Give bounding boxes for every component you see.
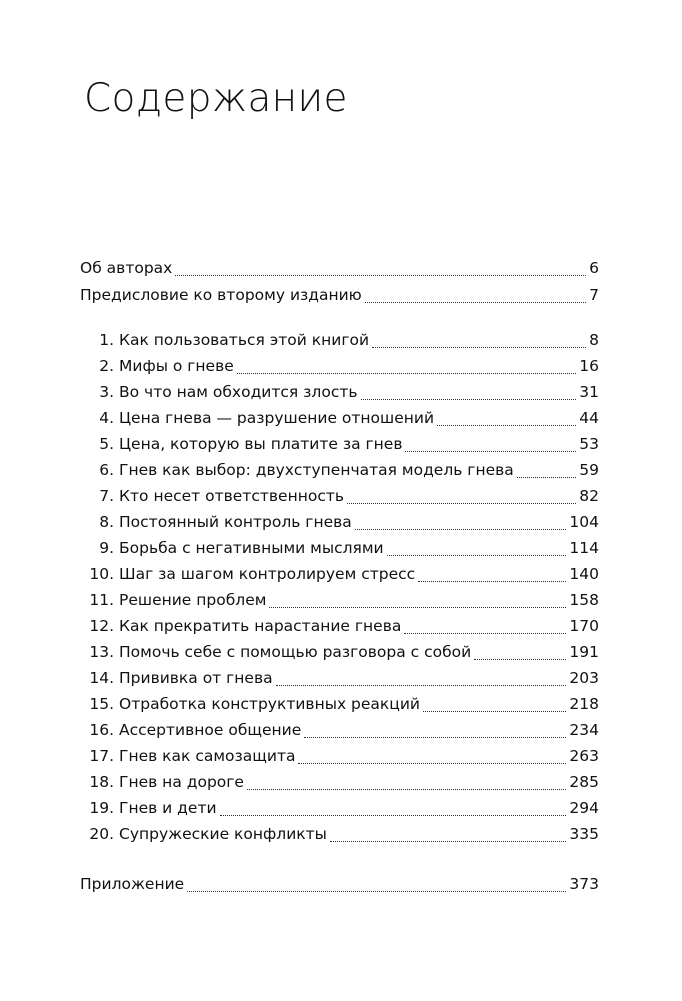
toc-entry-page: 218	[569, 695, 599, 713]
toc-chapter-number: 13.	[89, 643, 114, 661]
toc-leader-dots	[474, 658, 566, 660]
toc-entry-chapter-4	[80, 405, 599, 431]
toc-entry-page: 31	[579, 383, 599, 401]
toc-entry-preface	[80, 282, 599, 308]
toc-entry-label: Приложение	[80, 875, 185, 893]
toc-entry-page: 82	[579, 487, 599, 505]
toc-entry-page: 170	[569, 617, 599, 635]
toc-leader-dots	[269, 606, 566, 608]
toc-chapter-number: 12.	[89, 617, 114, 635]
toc-entry-about-authors	[80, 255, 599, 281]
toc-entry-page: 191	[569, 643, 599, 661]
toc-entry-page: 234	[569, 721, 599, 739]
toc-entry-chapter-9	[80, 535, 599, 561]
toc-entry-chapter-15	[80, 691, 599, 717]
toc-chapter-number: 19.	[89, 799, 114, 817]
toc-entry-label: Гнев и дети	[119, 799, 217, 817]
toc-entry-chapter-10	[80, 561, 599, 587]
page-title: Содержание	[84, 76, 348, 121]
toc-entry-chapter-1	[80, 327, 599, 353]
toc-leader-dots	[298, 762, 566, 764]
toc-entry-label: Постоянный контроль гнева	[119, 513, 352, 531]
toc-leader-dots	[237, 372, 577, 374]
toc-chapter-number: 7.	[99, 487, 114, 505]
toc-entry-label: Гнев на дороге	[119, 773, 244, 791]
toc-chapter-number: 14.	[89, 669, 114, 687]
toc-entry-label: Об авторах	[80, 259, 173, 277]
toc-entry-chapter-18	[80, 769, 599, 795]
toc-leader-dots	[276, 684, 567, 686]
toc-leader-dots	[517, 476, 577, 478]
toc-entry-label: Решение проблем	[119, 591, 267, 609]
toc-chapter-number: 5.	[99, 435, 114, 453]
toc-entry-page: 6	[589, 259, 599, 277]
toc-leader-dots	[175, 274, 586, 276]
toc-entry-chapter-13	[80, 639, 599, 665]
toc-entry-label: Во что нам обходится злость	[119, 383, 358, 401]
toc-chapter-number: 4.	[99, 409, 114, 427]
toc-entry-page: 59	[579, 461, 599, 479]
toc-chapter-number: 16.	[89, 721, 114, 739]
toc-entry-page: 53	[579, 435, 599, 453]
toc-entry-chapter-11	[80, 587, 599, 613]
toc-leader-dots	[418, 580, 566, 582]
toc-entry-chapter-14	[80, 665, 599, 691]
toc-leader-dots	[372, 346, 586, 348]
toc-chapter-number: 15.	[89, 695, 114, 713]
toc-leader-dots	[404, 632, 566, 634]
toc-entry-label: Цена, которую вы платите за гнев	[119, 435, 403, 453]
toc-entry-chapter-8	[80, 509, 599, 535]
toc-leader-dots	[304, 736, 566, 738]
toc-entry-chapter-19	[80, 795, 599, 821]
toc-entry-label: Ассертивное общение	[119, 721, 302, 739]
toc-chapter-number: 11.	[89, 591, 114, 609]
toc-chapter-number: 18.	[89, 773, 114, 791]
toc-entry-label: Прививка от гнева	[119, 669, 273, 687]
toc-entry-chapter-2	[80, 353, 599, 379]
toc-chapter-number: 1.	[99, 331, 114, 349]
toc-leader-dots	[437, 424, 576, 426]
toc-entry-label: Супружеские конфликты	[119, 825, 327, 843]
toc-entry-page: 7	[589, 286, 599, 304]
toc-entry-chapter-20	[80, 821, 599, 847]
toc-entry-label: Гнев как выбор: двухступенчатая модель гнева	[119, 461, 514, 479]
toc-chapter-number: 17.	[89, 747, 114, 765]
toc-chapter-number: 2.	[99, 357, 114, 375]
toc-entry-page: 114	[569, 539, 599, 557]
toc-entry-chapter-6	[80, 457, 599, 483]
toc-leader-dots	[330, 840, 567, 842]
toc-entry-label: Борьба с негативными мыслями	[119, 539, 384, 557]
toc-entry-label: Кто несет ответственность	[119, 487, 344, 505]
toc-leader-dots	[355, 528, 567, 530]
toc-chapter-number: 3.	[99, 383, 114, 401]
toc-entry-chapter-3	[80, 379, 599, 405]
toc-leader-dots	[365, 301, 586, 303]
toc-leader-dots	[361, 398, 577, 400]
toc-leader-dots	[220, 814, 567, 816]
toc-entry-page: 140	[569, 565, 599, 583]
toc-leader-dots	[423, 710, 566, 712]
toc-entry-label: Как пользоваться этой книгой	[119, 331, 370, 349]
toc-chapter-number: 8.	[99, 513, 114, 531]
toc-entry-chapter-7	[80, 483, 599, 509]
toc-entry-page: 16	[579, 357, 599, 375]
toc-chapter-number: 20.	[89, 825, 114, 843]
toc-entry-chapter-16	[80, 717, 599, 743]
toc-leader-dots	[405, 450, 576, 452]
toc-entry-page: 373	[569, 875, 599, 893]
toc-leader-dots	[387, 554, 567, 556]
toc-entry-page: 203	[569, 669, 599, 687]
toc-chapter-number: 10.	[89, 565, 114, 583]
toc-leader-dots	[347, 502, 576, 504]
toc-entry-label: Гнев как самозащита	[119, 747, 296, 765]
toc-entry-label: Отработка конструктивных реакций	[119, 695, 420, 713]
toc-leader-dots	[247, 788, 566, 790]
toc-entry-label: Цена гнева — разрушение отношений	[119, 409, 435, 427]
toc-entry-page: 335	[569, 825, 599, 843]
toc-entry-chapter-17	[80, 743, 599, 769]
toc-entry-chapter-5	[80, 431, 599, 457]
toc-entry-page: 44	[579, 409, 599, 427]
toc-entry-chapter-12	[80, 613, 599, 639]
toc-entry-page: 263	[569, 747, 599, 765]
toc-entry-label: Шаг за шагом контролируем стресс	[119, 565, 416, 583]
toc-entry-page: 285	[569, 773, 599, 791]
toc-entry-page: 8	[589, 331, 599, 349]
toc-entry-label: Как прекратить нарастание гнева	[119, 617, 402, 635]
toc-entry-label: Мифы о гневе	[119, 357, 234, 375]
toc-entry-page: 158	[569, 591, 599, 609]
toc-entry-page: 294	[569, 799, 599, 817]
toc-entry-label: Предисловие ко второму изданию	[80, 286, 362, 304]
toc-chapter-number: 9.	[99, 539, 114, 557]
toc-leader-dots	[187, 890, 566, 892]
toc-entry-label: Помочь себе с помощью разговора с собой	[119, 643, 472, 661]
toc-chapter-number: 6.	[99, 461, 114, 479]
toc-entry-appendix	[80, 871, 599, 897]
toc-entry-page: 104	[569, 513, 599, 531]
